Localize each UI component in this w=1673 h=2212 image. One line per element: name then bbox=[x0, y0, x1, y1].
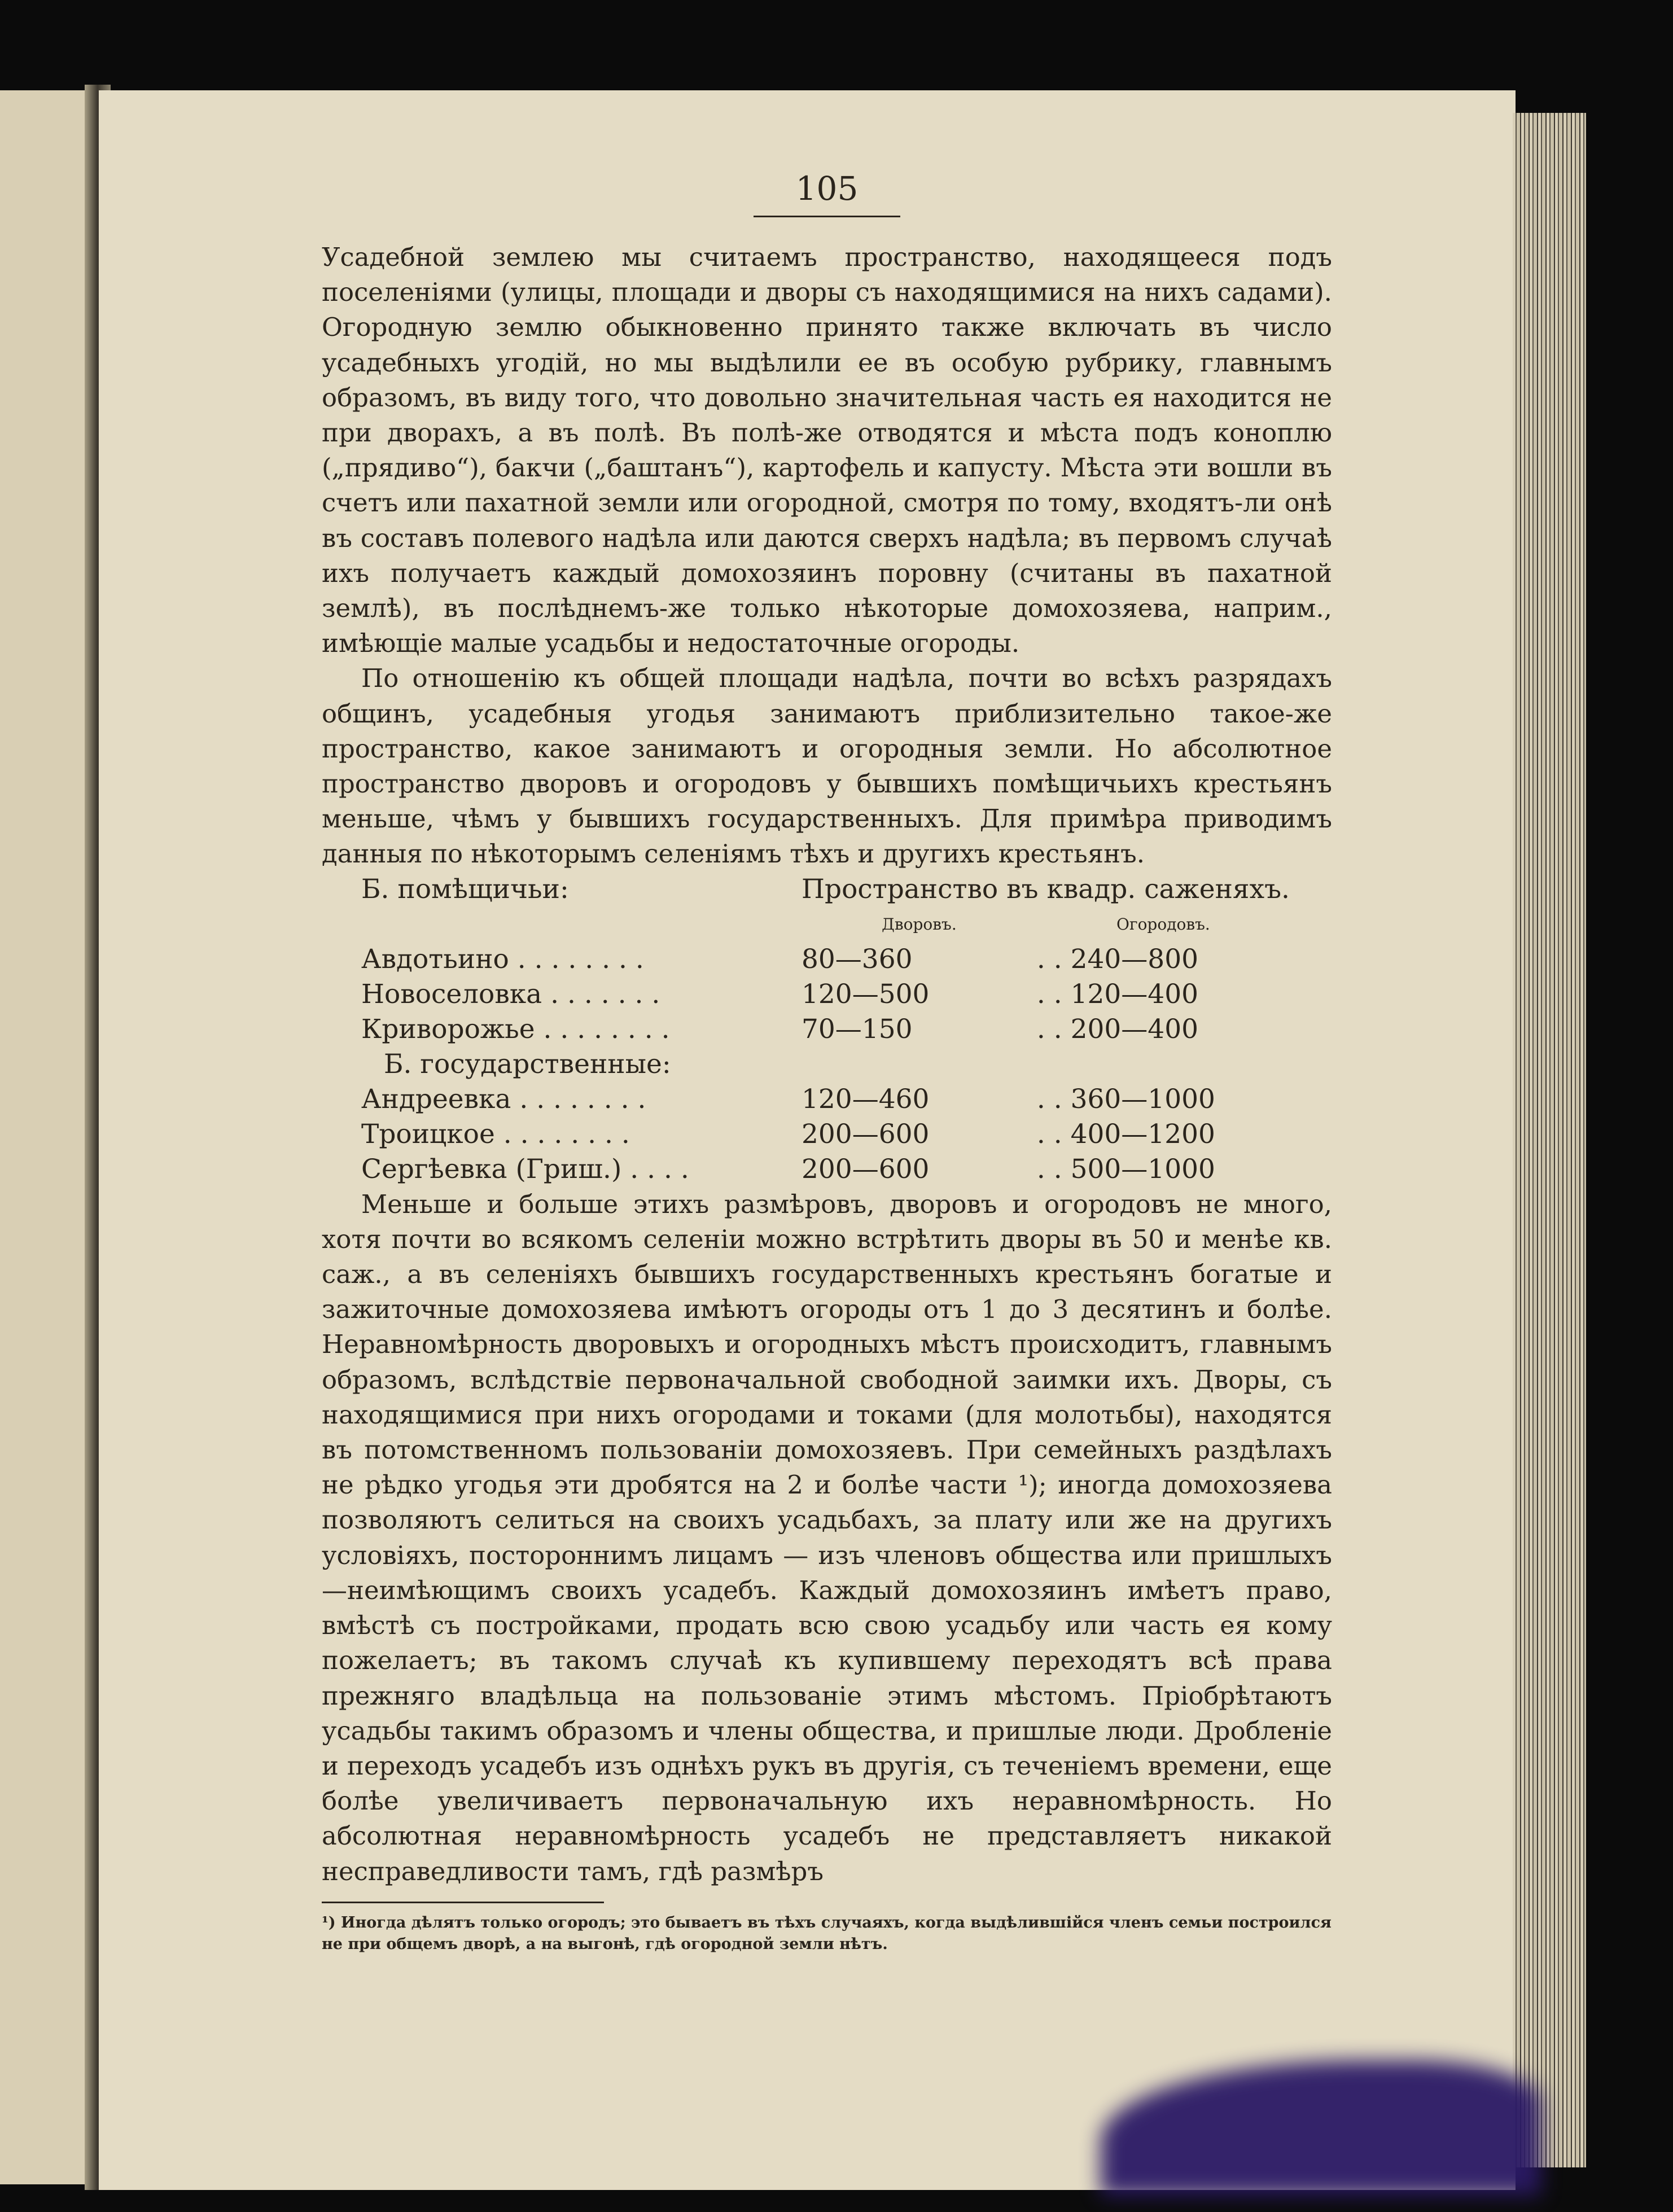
left-page-edge bbox=[0, 90, 99, 2184]
table-row: Новоселовка . . . . . . . 120—500 . . 120—400 bbox=[361, 978, 1199, 1010]
paragraph-2: По отношенію къ общей площади надѣла, почти во всѣхъ разрядахъ общинъ, усадебныя угодья занимаютъ приблизительно такое-же пространство, какое занимаютъ и огородныя земли. Но абсолютное пространство дворовъ и огородовъ у бывшихъ помѣщичьихъ крестьянъ меньше, чѣмъ у бывшихъ государственныхъ. Для примѣра приводимъ данныя по нѣкоторымъ селеніямъ тѣхъ и другихъ крестьянъ. bbox=[322, 663, 1332, 869]
group-label-2: Б. государственные: bbox=[384, 1048, 671, 1080]
col-header-gardens: Огородовъ. bbox=[1116, 914, 1210, 934]
paragraph-3: Меньше и больше этихъ размѣровъ, дворовъ и огородовъ не много, хотя почти во всякомъ селеніи можно встрѣтить дворы въ 50 и менѣе кв. саж., а въ селеніяхъ бывшихъ государственныхъ крестьянъ богатые и зажиточные домохозяева имѣютъ огороды отъ 1 до 3 десятинъ и болѣе. Неравномѣрность дворовыхъ и огородныхъ мѣстъ происходитъ, главнымъ образомъ, вслѣдствіе первоначальной свободной заимки ихъ. Дворы, съ находящимися при нихъ огородами и токами (для молотьбы), находятся въ потомственномъ пользованіи домохозяевъ. При семейныхъ раздѣлахъ не рѣдко угодья эти дробятся на 2 и болѣе части ¹); иногда домохозяева позволяютъ селиться на своихъ усадьбахъ, за плату или же на другихъ условіяхъ, постороннимъ лицамъ — изъ членовъ общества или пришлыхъ—неимѣющимъ своихъ усадебъ. Каждый домохозяинъ имѣетъ право, вмѣстѣ съ постройками, продать всю свою усадьбу или часть ея кому пожелаетъ; въ такомъ случаѣ къ купившему переходятъ всѣ права прежняго владѣльца на пользованіе этимъ мѣстомъ. Пріобрѣтаютъ усадьбы такимъ образомъ и члены общества, и пришлые люди. Дробленіе и переходъ усадебъ изъ однѣхъ рукъ въ другія, съ теченіемъ времени, еще болѣе увеличиваетъ первоначальную ихъ неравномѣрность. Но абсолютная неравномѣрность усадебъ не представляетъ никакой несправедливости тамъ, гдѣ размѣръ bbox=[322, 1189, 1332, 1886]
col-header-yards: Дворовъ. bbox=[882, 914, 957, 934]
table-row: Сергѣевка (Гриш.) . . . . 200—600 . . 500—1000 bbox=[361, 1153, 1215, 1185]
table-row: Авдотьино . . . . . . . . 80—360 . . 240—800 bbox=[361, 943, 1199, 975]
table-row: Криворожье . . . . . . . . 70—150 . . 200—400 bbox=[361, 1013, 1199, 1045]
table-row: Андреевка . . . . . . . . 120—460 . . 360—1000 bbox=[361, 1083, 1215, 1115]
page-number-rule bbox=[754, 216, 900, 217]
page-number: 105 bbox=[795, 169, 859, 208]
group-label-1: Б. помѣщичьи: bbox=[361, 873, 569, 905]
table-group-row bbox=[361, 1047, 1290, 1082]
footnote-rule bbox=[322, 1902, 604, 1903]
table-header-row bbox=[361, 872, 1290, 907]
paragraph-1: Усадебной землею мы считаемъ пространство, находящееся подъ поселеніями (улицы, площади и дворы съ находящимися на нихъ садами). Огородную землю обыкновенно принято также включать въ число усадебныхъ угодій, но мы выдѣлили ее въ особую рубрику, главнымъ образомъ, въ виду того, что довольно значительная часть ея находится не при дворахъ, а въ полѣ. Въ полѣ-же отводятся и мѣста подъ коноплю („прядиво“), бакчи („баштанъ“), картофель и капусту. Мѣста эти вошли въ счетъ или пахатной земли или огородной, смотря по тому, входятъ-ли онѣ въ составъ полевого надѣла или даются сверхъ надѣла; въ первомъ случаѣ ихъ получаетъ каждый домохозяинъ поровну (считаны въ пахатной землѣ), въ послѣднемъ-же только нѣкоторые домохозяева, наприм., имѣющіе малые усадьбы и недостаточные огороды. bbox=[322, 242, 1332, 659]
table-subheader-row bbox=[361, 907, 1290, 942]
settlements-table bbox=[361, 872, 1290, 1187]
page-text bbox=[322, 169, 1332, 1955]
table-row: Троицкое . . . . . . . . 200—600 . . 400—1200 bbox=[361, 1118, 1215, 1150]
footnote: ¹) Иногда дѣлятъ только огородъ; это бываетъ въ тѣхъ случаяхъ, когда выдѣлившійся членъ семьи построился не при общемъ дворѣ, а на выгонѣ, гдѣ огородной земли нѣтъ. bbox=[322, 1913, 1332, 1953]
table-header: Пространство въ квадр. саженяхъ. bbox=[802, 873, 1290, 905]
page-edges bbox=[1513, 113, 1586, 2167]
